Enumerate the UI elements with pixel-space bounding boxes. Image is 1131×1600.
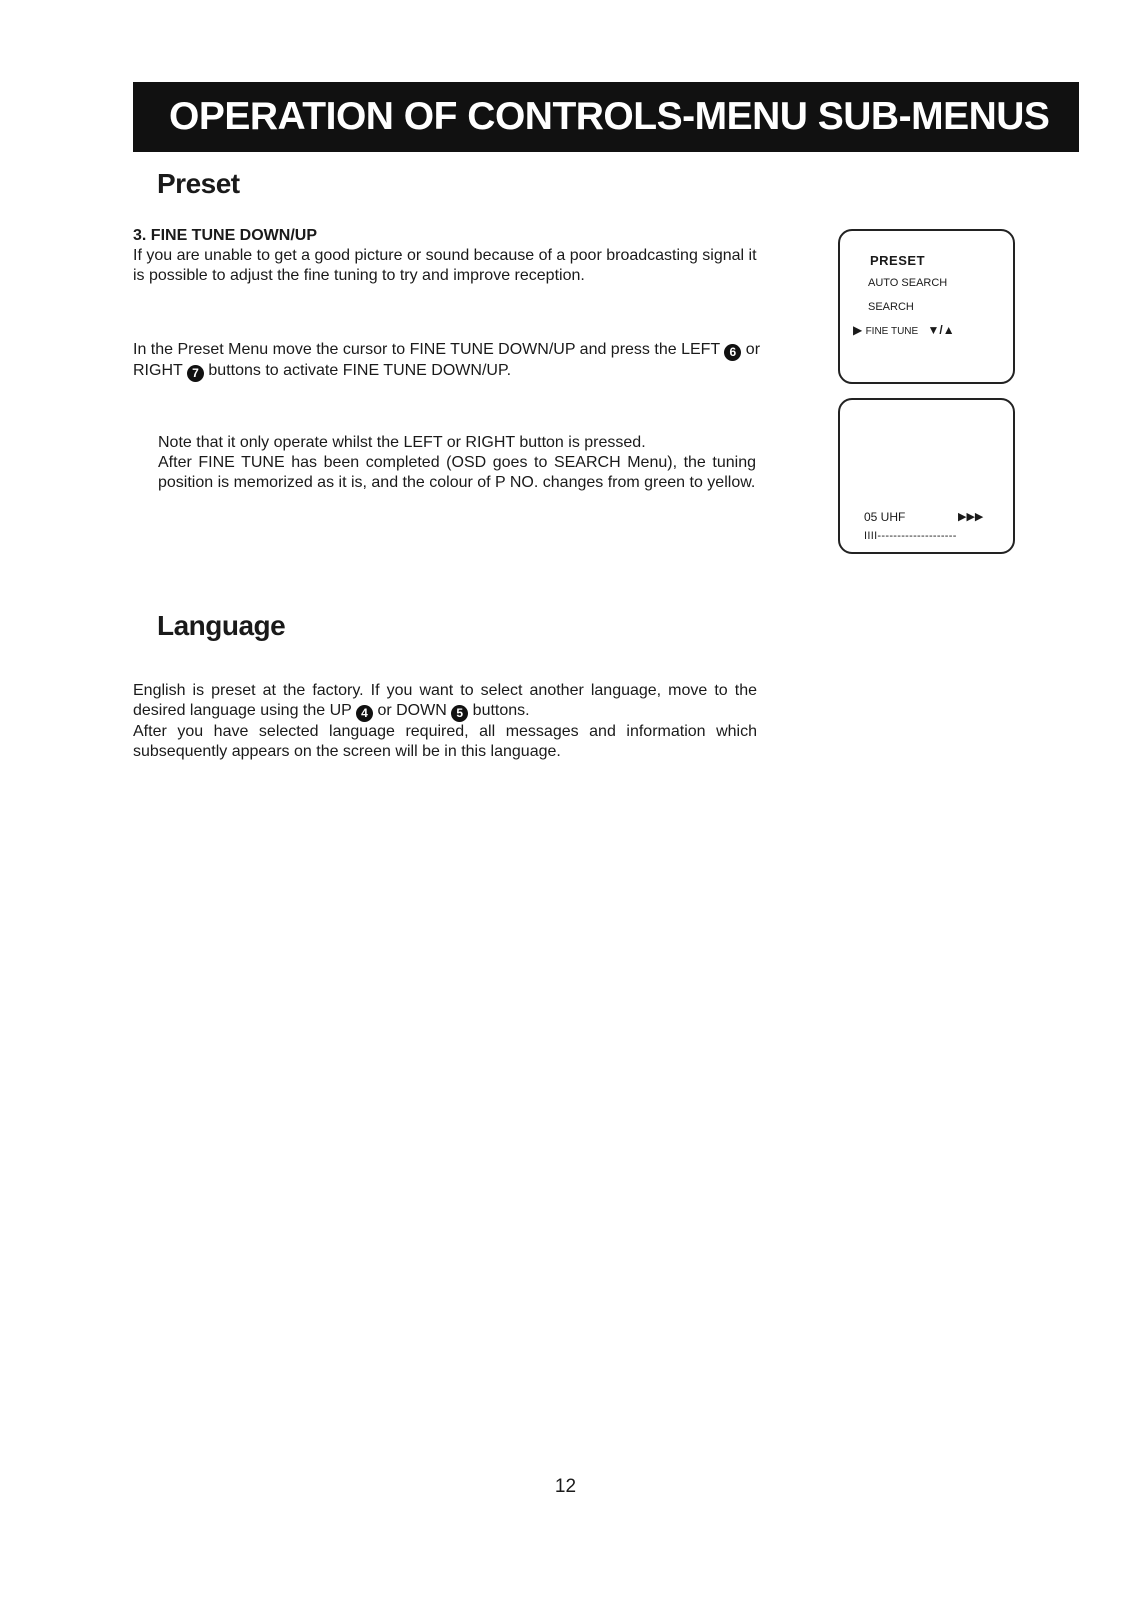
osd-item-fine-tune: FINE TUNE bbox=[865, 326, 919, 337]
osd-tuning-screen bbox=[838, 398, 1015, 554]
right-button-number-icon: 7 bbox=[187, 365, 204, 382]
language-text-2: or DOWN bbox=[377, 702, 447, 719]
osd-menu-title: PRESET bbox=[870, 253, 926, 268]
fine-tune-instruction bbox=[133, 340, 773, 382]
cursor-arrow-icon: ▶ bbox=[853, 323, 863, 337]
osd-channel: 05 UHF bbox=[864, 510, 906, 524]
osd-item-auto-search: AUTO SEARCH bbox=[868, 277, 948, 289]
note-line-2: After FINE TUNE has been completed (OSD goes to SEARCH Menu), the tuning position is memorized as it is, and the colour of P NO. changes from green to yellow. bbox=[158, 454, 756, 491]
fine-tune-subheading: 3. FINE TUNE DOWN/UP bbox=[133, 227, 318, 244]
left-button-number-icon: 6 bbox=[724, 344, 741, 361]
instruction-text-2: or RIGHT bbox=[133, 341, 761, 379]
fine-tune-note bbox=[158, 433, 756, 493]
fast-forward-arrows-icon: ▶▶▶ bbox=[958, 511, 984, 523]
instruction-text-1: In the Preset Menu move the cursor to FINE TUNE DOWN/UP and press the LEFT bbox=[133, 341, 720, 358]
page-number: 12 bbox=[554, 1476, 577, 1497]
tuning-progress-bar: IIII-------------------- bbox=[864, 530, 957, 542]
note-line-1: Note that it only operate whilst the LEFT or RIGHT button is pressed. bbox=[158, 434, 646, 451]
language-text-3: buttons. bbox=[472, 702, 530, 719]
up-button-number-icon: 4 bbox=[356, 705, 373, 722]
down-button-number-icon: 5 bbox=[451, 705, 468, 722]
osd-item-fine-tune-row bbox=[853, 323, 955, 337]
page-title-banner bbox=[133, 82, 1079, 152]
osd-preset-menu bbox=[838, 229, 1015, 384]
fine-tune-intro: If you are unable to get a good picture or sound because of a poor broadcasting signal it is possible to adjust the fine tuning to try and improve reception. bbox=[133, 247, 757, 284]
preset-intro-block bbox=[133, 226, 757, 286]
language-text bbox=[133, 681, 757, 762]
down-up-arrows-icon: ▼/▲ bbox=[927, 323, 955, 337]
osd-item-search: SEARCH bbox=[868, 301, 914, 313]
page-title: OPERATION OF CONTROLS-MENU SUB-MENUS bbox=[169, 95, 1050, 138]
language-text-line-2: After you have selected language required, all messages and information which subsequently appears on the screen will be in this language. bbox=[133, 723, 757, 760]
language-text-1: English is preset at the factory. If you want to select another language, move to the desired language using the UP bbox=[133, 682, 757, 719]
preset-heading: Preset bbox=[157, 168, 240, 199]
language-heading: Language bbox=[157, 610, 286, 641]
instruction-text-3: buttons to activate FINE TUNE DOWN/UP. bbox=[208, 362, 512, 379]
